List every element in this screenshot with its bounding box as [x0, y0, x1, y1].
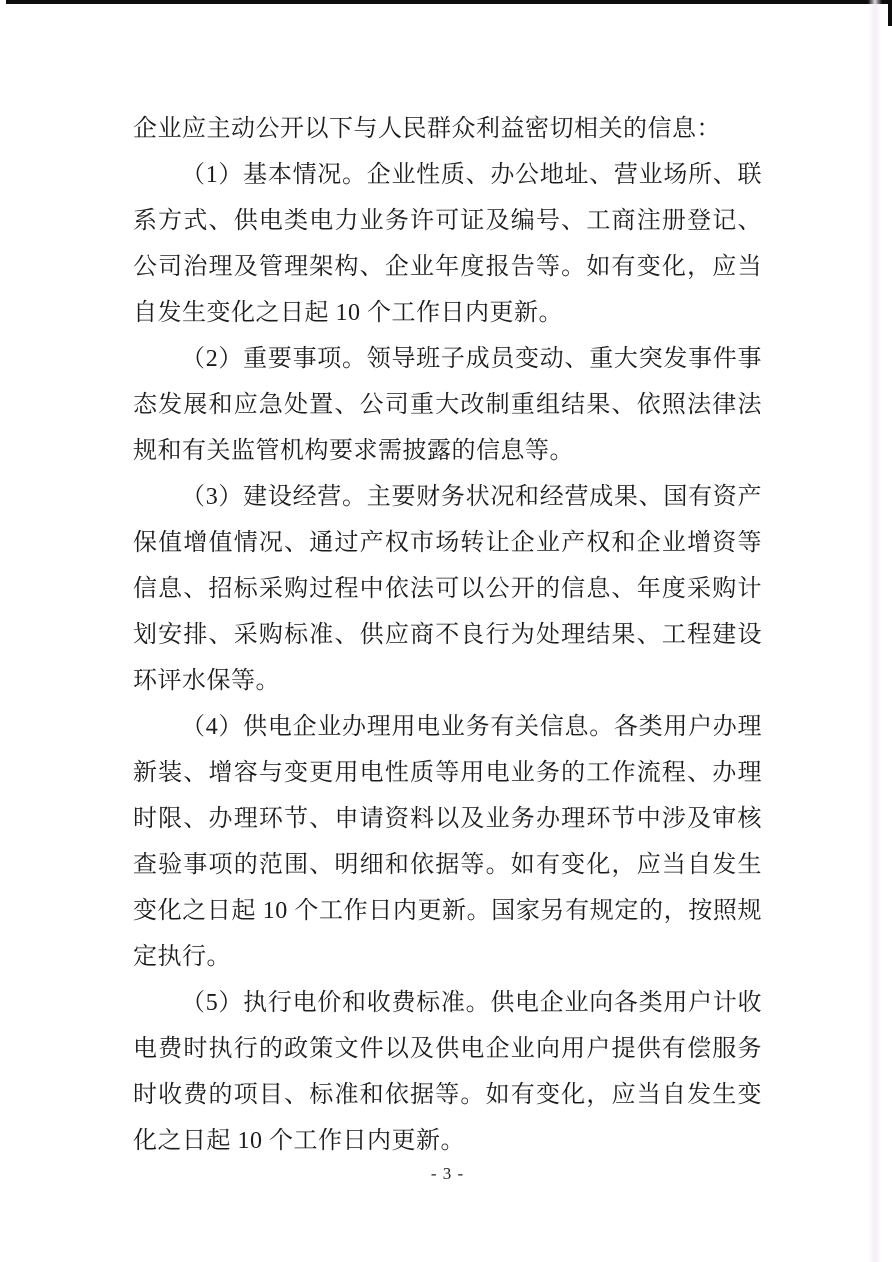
- paragraph-electricity-service-info: （4）供电企业办理用电业务有关信息。各类用户办理新装、增容与变更用电性质等用电业务的工作流程、办理时限、办理环节、申请资料以及业务办理环节中涉及审核查验事项的范围、明细和依据等。如有变化，应当自发生变化之日起 10 个工作日内更新。国家另有规定的，按照规定执行。: [133, 714, 762, 970]
- scan-right-edge-tick: [888, 0, 892, 26]
- scan-shade-artifact: [868, 0, 882, 1262]
- paragraph-important-matters: （2）重要事项。领导班子成员变动、重大突发事件事态发展和应急处置、公司重大改制重组结果、依照法律法规和有关监管机构要求需披露的信息等。: [133, 346, 762, 464]
- paragraph-intro: 企业应主动公开以下与人民群众利益密切相关的信息：: [133, 116, 721, 142]
- paragraph-construction-operation: （3）建设经营。主要财务状况和经营成果、国有资产保值增值情况、通过产权市场转让企业产权和企业增资等信息、招标采购过程中依法可以公开的信息、年度采购计划安排、采购标准、供应商不良行为处理结果、工程建设环评水保等。: [133, 484, 762, 694]
- scan-top-edge-line: [6, 0, 892, 4]
- page-number: - 3 -: [430, 1164, 465, 1183]
- body-text: [133, 106, 762, 1164]
- paragraph-price-and-fees: （5）执行电价和收费标准。供电企业向各类用户计收电费时执行的政策文件以及供电企业向用户提供有偿服务时收费的项目、标准和依据等。如有变化，应当自发生变化之日起 10 个工作日内更新。: [133, 990, 762, 1154]
- paragraph-basic-info: （1）基本情况。企业性质、办公地址、营业场所、联系方式、供电类电力业务许可证及编号、工商注册登记、公司治理及管理架构、企业年度报告等。如有变化，应当自发生变化之日起 10 个工作日内更新。: [133, 162, 762, 326]
